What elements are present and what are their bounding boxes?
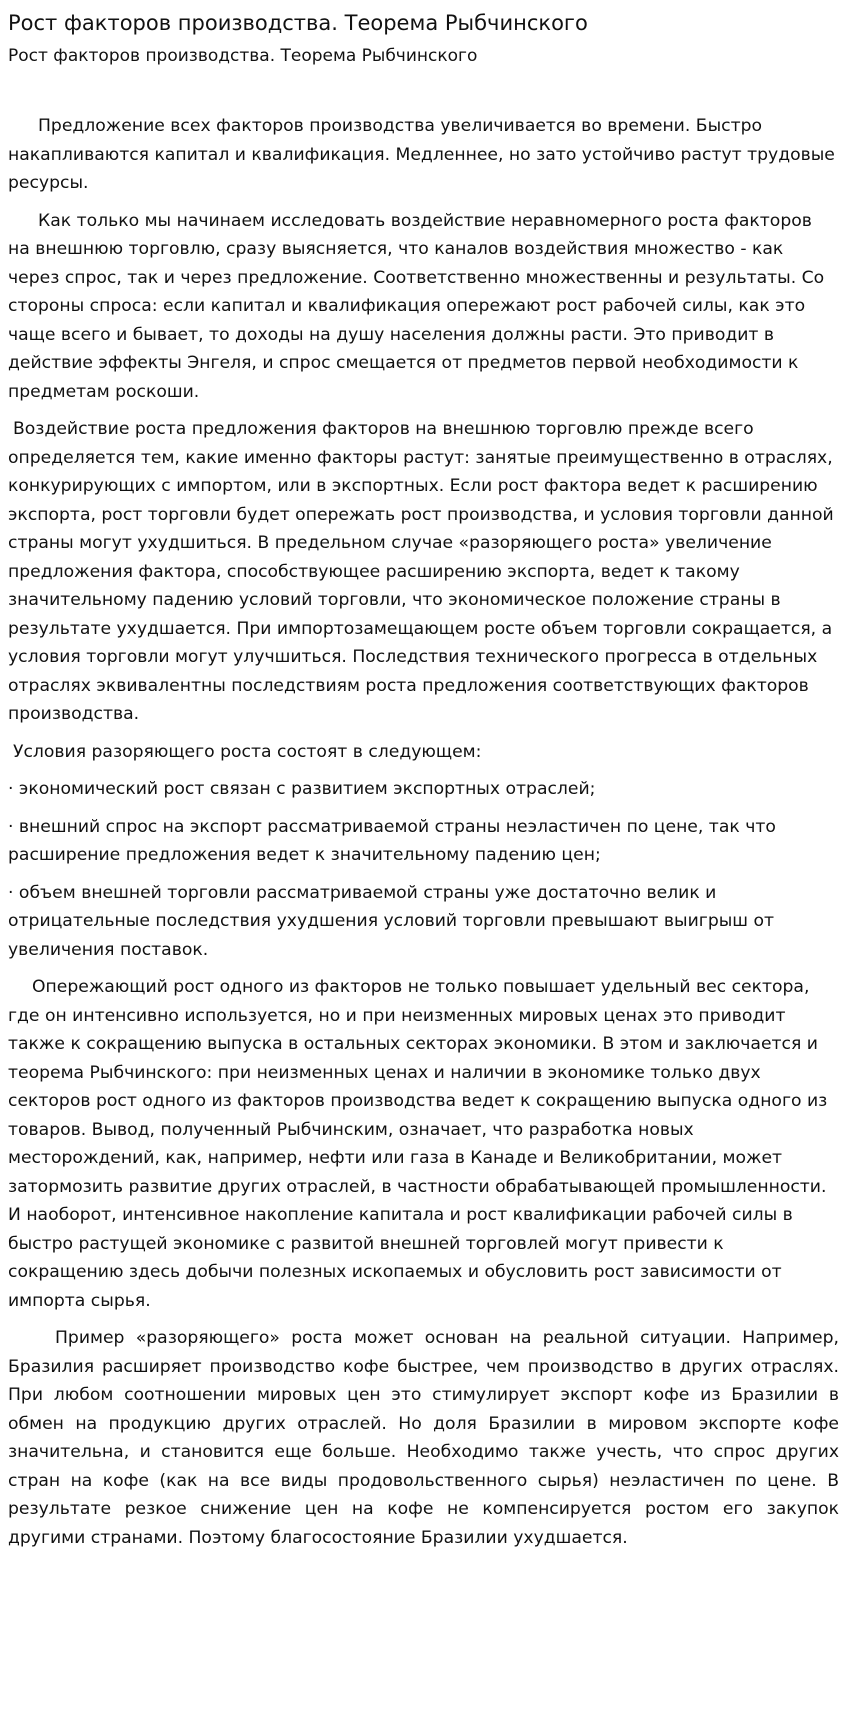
paragraph-uneven-growth: Как только мы начинаем исследовать воздействие неравномерного роста факторов на внешнюю торговлю, сразу выясняется, что каналов воздействия множество - как через спрос, так и через предложение. Соответственно множественны и результаты. Со стороны спроса: если капитал и квалификация опережают рост рабочей силы, как это чаще всего и бывает, то доходы на душу населения должны расти. Это приводит в действие эффекты Энгеля, и спрос смещается от предметов первой необходимости к предметам роскоши. <box>8 210 825 402</box>
paragraph-factor-supply: Предложение всех факторов производства увеличивается во времени. Быстро накапливаются капитал и квалификация. Медленнее, но зато устойчиво растут трудовые ресурсы. <box>8 116 835 193</box>
list-item: · объем внешней торговли рассматриваемой страны уже достаточно велик и отрицательные последствия ухудшения условий торговли превышают выигрыш от увеличения поставок. <box>8 882 775 960</box>
list-item: · внешний спрос на экспорт рассматриваемой страны неэластичен по цене, так что расширение предложения ведет к значительному падению цен; <box>8 816 776 865</box>
page-subtitle: Рост факторов производства. Теорема Рыбчинского <box>8 46 478 66</box>
paragraph-brazil-example: Пример «разоряющего» роста может основан на реальной ситуации. Например, Бразилия расширяет производство кофе быстрее, чем производство в других отраслях. При любом соотношении мировых цен это стимулирует экспорт кофе из Бразилии в обмен на продукцию других отраслей. Но доля Бразилии в мировом экспорте кофе значительна, и становится еще больше. Необходимо также учесть, что спрос других стран на кофе (как на все виды продовольственного сырья) неэластичен по цене. В результате резкое снижение цен на кофе не компенсируется ростом его закупок другими странами. Поэтому благосостояние Бразилии ухудшается. <box>8 1328 839 1548</box>
list-item: · экономический рост связан с развитием экспортных отраслей; <box>8 779 596 799</box>
paragraph-conditions-heading: Условия разоряющего роста состоят в следующем: <box>13 741 482 762</box>
paragraph-growth-impact: Воздействие роста предложения факторов на внешнюю торговлю прежде всего определяется тем, какие именно факторы растут: занятые преимущественно в отраслях, конкурирующих с импортом, или в экспортных. Если рост фактора ведет к расширению экспорта, рост торговли будет опережать рост производства, и условия торговли данной страны могут ухудшиться. В предельном случае «разоряющего роста» увеличение предложения фактора, способствующее расширению экспорта, ведет к такому значительному падению условий торговли, что экономическое положение страны в результате ухудшается. При импортозамещающем росте объем торговли сокращается, а условия торговли могут улучшиться. Последствия технического прогресса в отдельных отраслях эквивалентны последствиям роста предложения соответствующих факторов производства. <box>8 419 834 724</box>
page-title: Рост факторов производства. Теорема Рыбчинского <box>8 11 588 35</box>
paragraph-rybczynski-theorem: Опережающий рост одного из факторов не только повышает удельный вес сектора, где он интенсивно используется, но и при неизменных мировых ценах это приводит также к сокращению выпуска в остальных секторах экономики. В этом и заключается и теорема Рыбчинского: при неизменных ценах и наличии в экономике только двух секторов рост одного из факторов производства ведет к сокращению выпуска одного из товаров. Вывод, полученный Рыбчинским, означает, что разработка новых месторождений, как, например, нефти или газа в Канаде и Великобритании, может затормозить развитие других отраслей, в частности обрабатывающей промышленности. И наоборот, интенсивное накопление капитала и рост квалификации рабочей силы в быстро растущей экономике с развитой внешней торговлей могут привести к сокращению здесь добычи полезных ископаемых и обусловить рост зависимости от импорта сырья. <box>8 977 828 1311</box>
